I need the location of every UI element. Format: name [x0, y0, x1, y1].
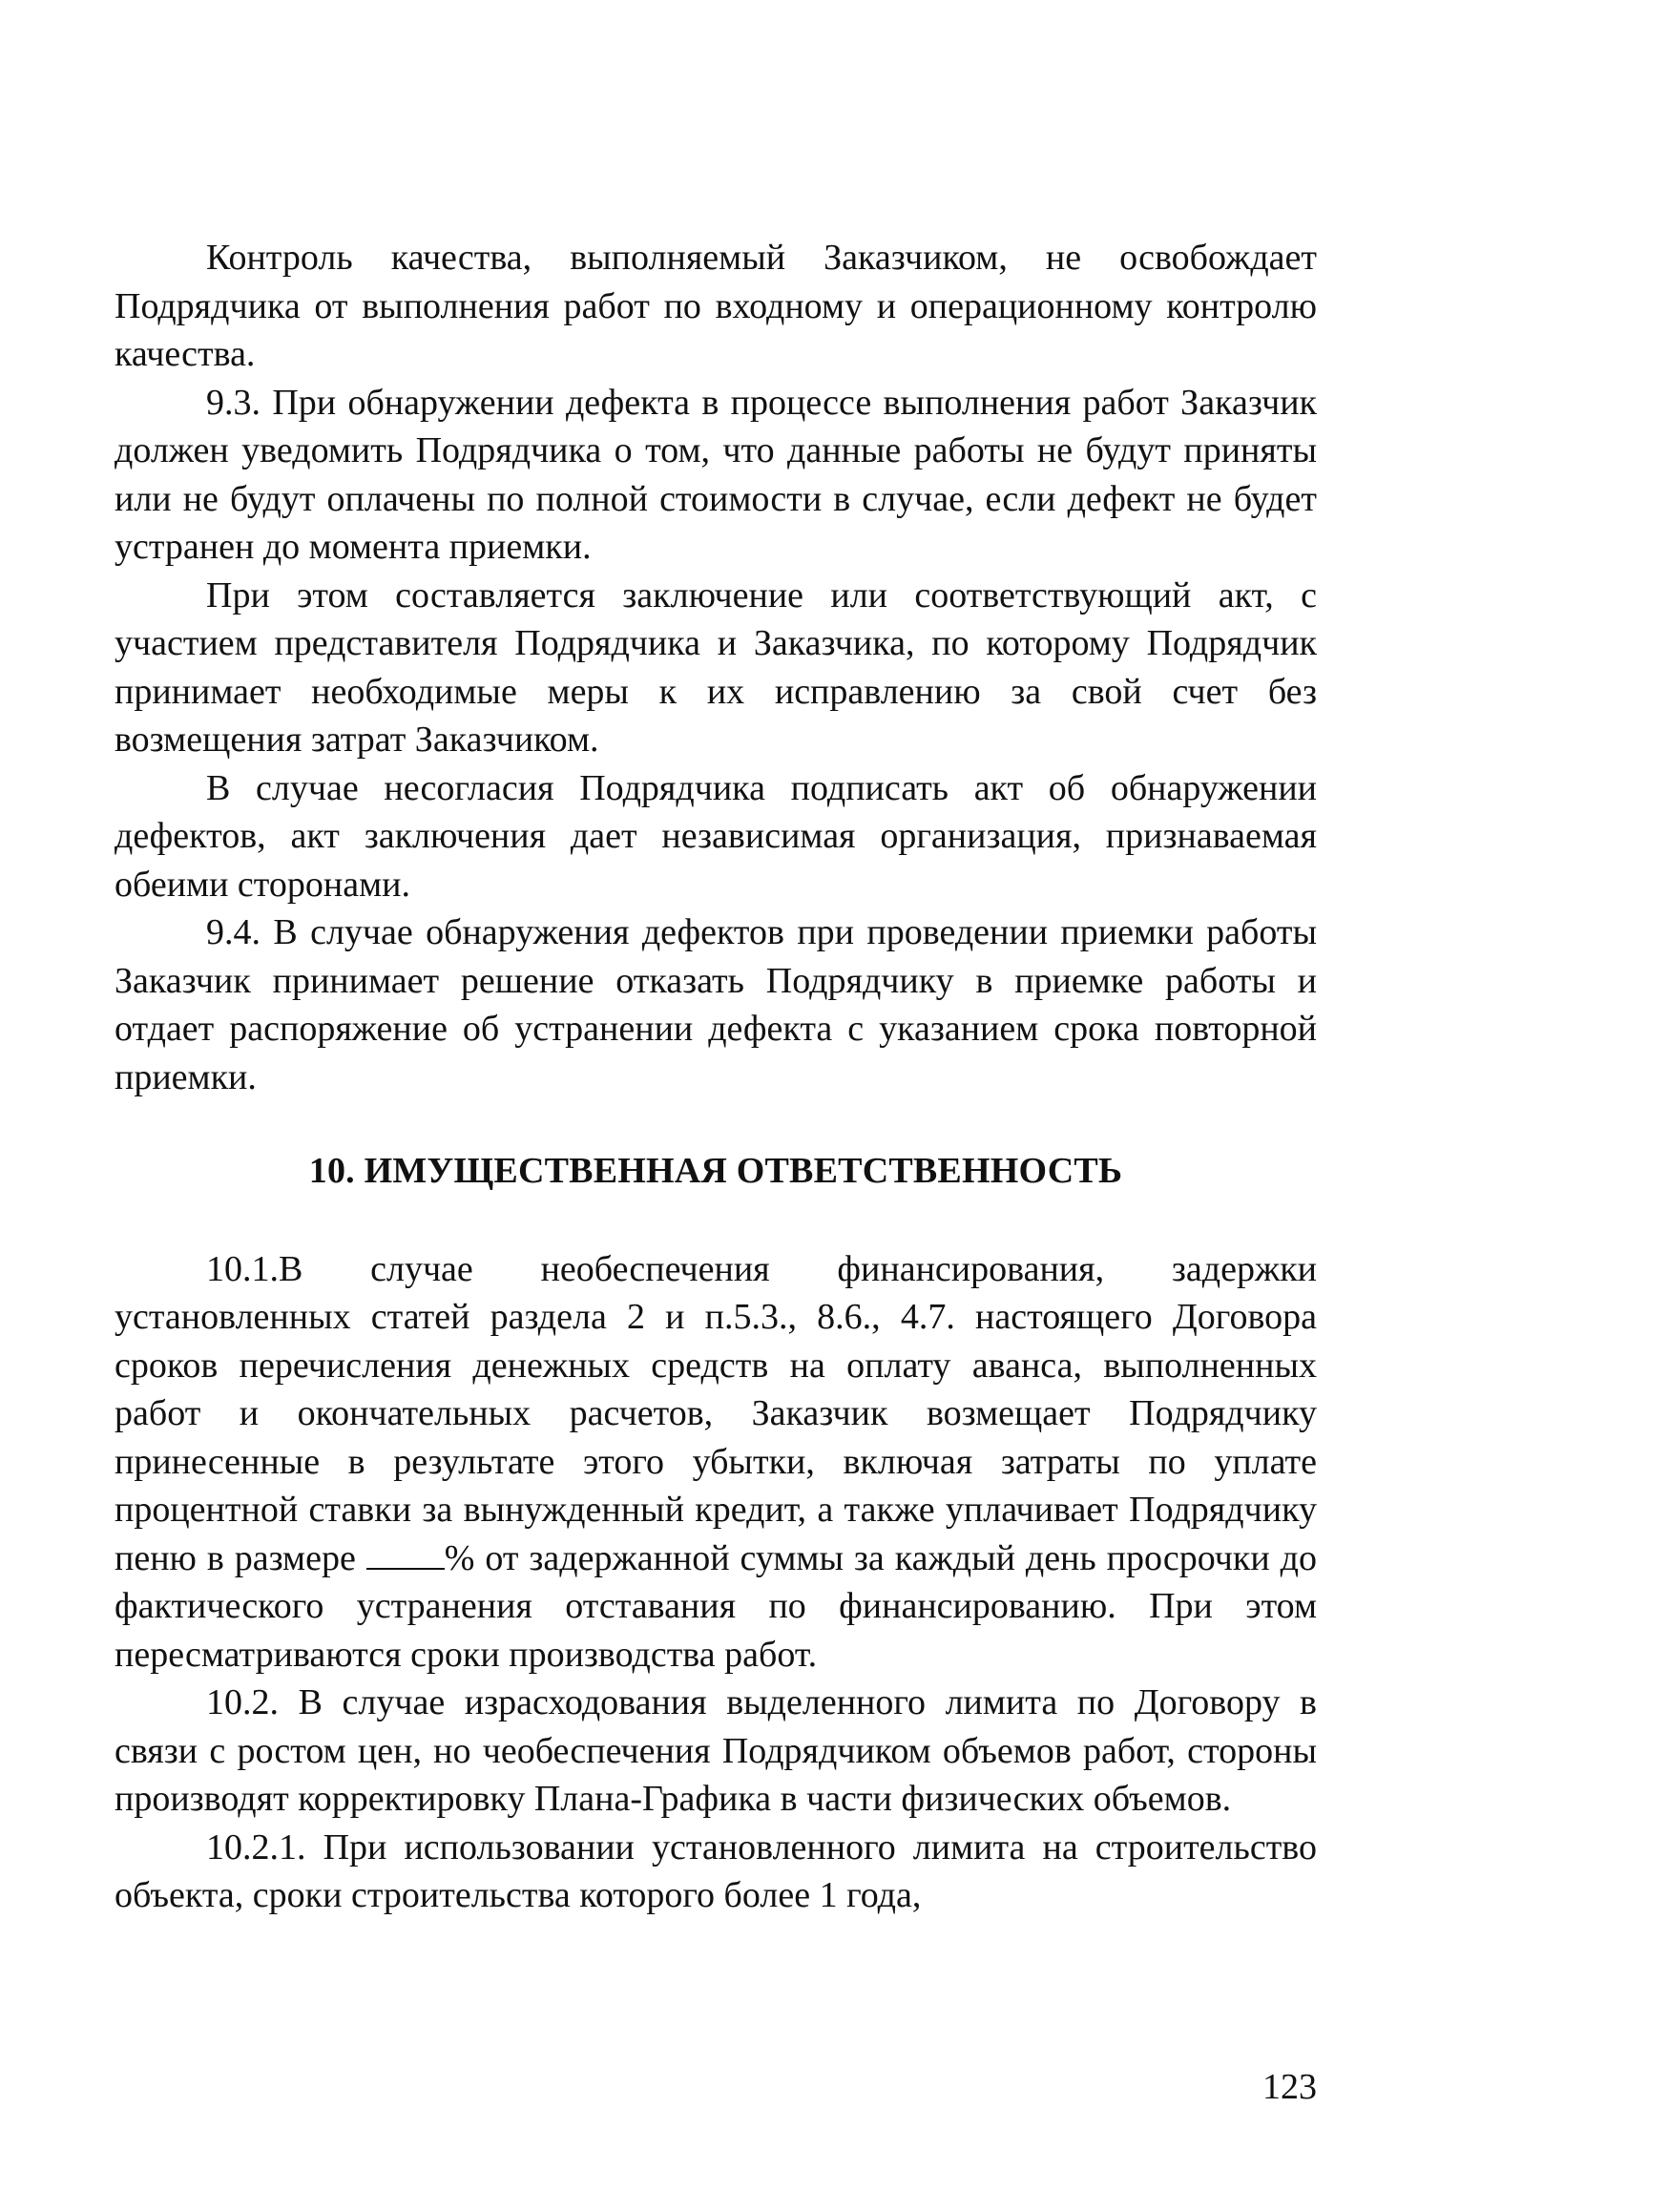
- paragraph-10-1-part-2: % от задержанной суммы за каждый день просрочки до фактического устранения отставания по финансированию. При этом пересматриваются сроки производства работ.: [115, 1537, 1317, 1675]
- paragraph-10-2: 10.2. В случае израсходования выделенного лимита по Договору в связи с ростом цен, но чеобеспечения Подрядчиком объемов работ, стороны производят корректировку Плана-Графика в части физических объемов.: [115, 1682, 1317, 1819]
- page-number: 123: [1262, 2067, 1317, 2107]
- paragraph-10-2-1: 10.2.1. При использовании установленного лимита на строительство объекта, сроки строительства которого более 1 года,: [115, 1826, 1317, 1915]
- paragraph-10-1: [115, 1245, 1317, 1680]
- fill-in-blank-line: [366, 1539, 445, 1570]
- section-heading: 10. ИМУЩЕСТВЕННАЯ ОТВЕТСТВЕННОСТЬ: [308, 1151, 1123, 1191]
- paragraph-10-1-part-1: 10.1.В случае необеспечения финансирования, задержки установленных статей раздела 2 и п.5.3., 8.6., 4.7. настоящего Договора сроков перечисления денежных средств на оплату аванса, выполненных работ и окончательных расчетов, Заказчик возмещает Подрядчику принесенные в результате этого убытки, включая затраты по уплате процентной ставки за вынужденный кредит, а также уплачивает Подрядчику пеню в размере: [115, 1248, 1317, 1578]
- paragraph-9-3: 9.3. При обнаружении дефекта в процессе выполнения работ Заказчик должен уведомить Подрядчика о том, что данные работы не будут приняты или не будут оплачены по полной стоимости в случае, если дефект не будет устранен до момента приемки.: [115, 382, 1317, 567]
- paragraph-quality-control: Контроль качества, выполняемый Заказчиком, не освобождает Подрядчика от выполнения работ по входному и операционному контролю качества.: [115, 238, 1317, 374]
- paragraph-9-3-act: При этом составляется заключение или соответствующий акт, с участием представителя Подрядчика и Заказчика, по которому Подрядчик принимает необходимые меры к их исправлению за свой счет без возмещения затрат Заказчиком.: [115, 574, 1317, 760]
- paragraph-9-3-disagreement: В случае несогласия Подрядчика подписать акт об обнаружении дефектов, акт заключения дает независимая организация, признаваемая обеими сторонами.: [115, 767, 1317, 905]
- document-page: [115, 234, 1317, 1920]
- paragraph-9-4: 9.4. В случае обнаружения дефектов при проведении приемки работы Заказчик принимает решение отказать Подрядчику в приемке работы и отдает распоряжение об устранении дефекта с указанием срока повторной приемки.: [115, 912, 1317, 1097]
